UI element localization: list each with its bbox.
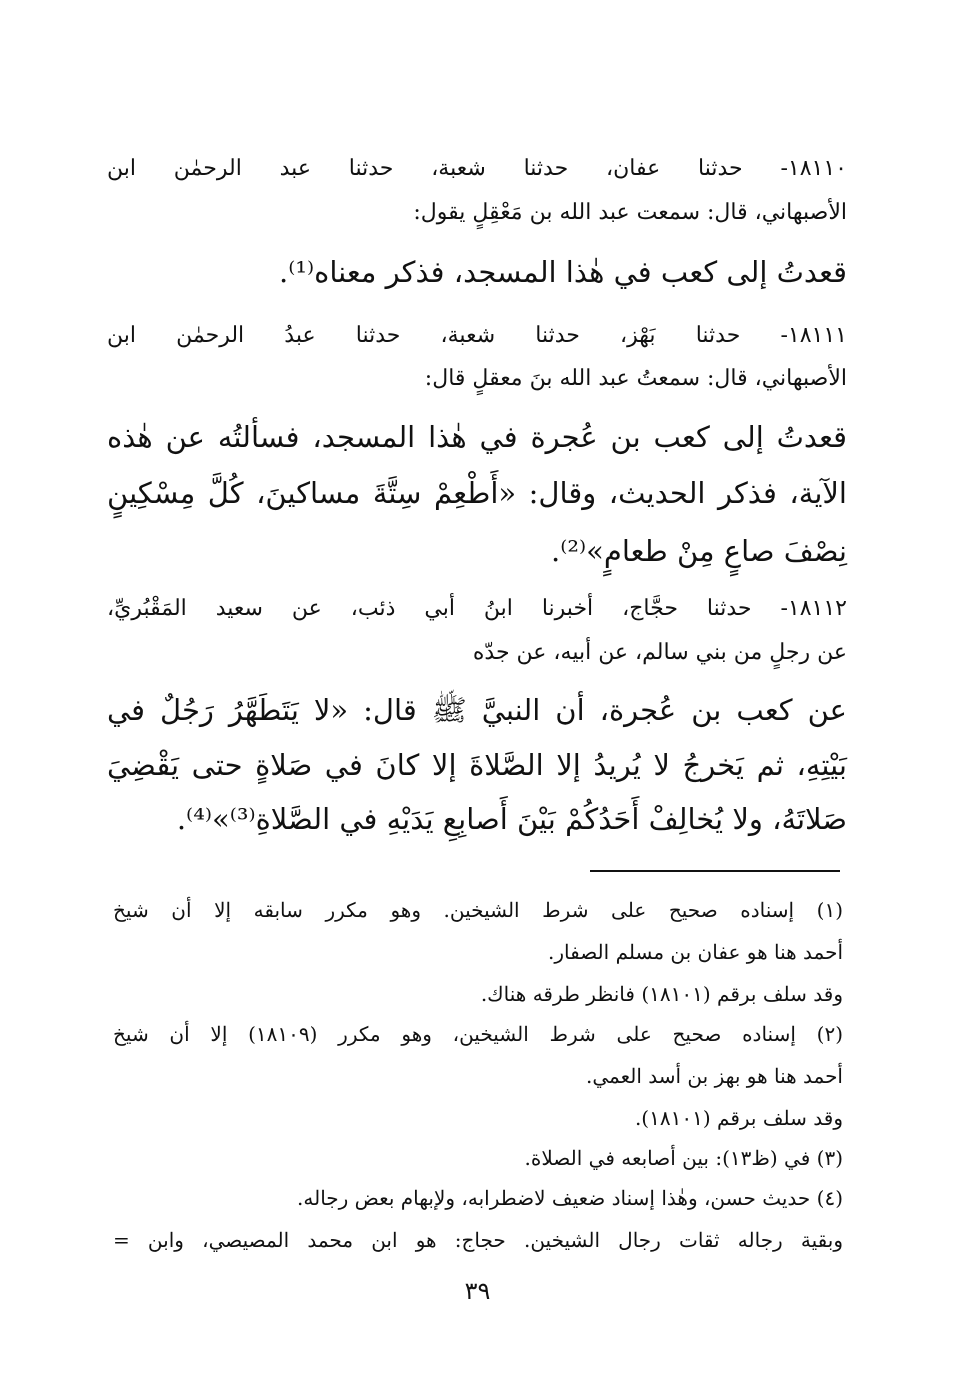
- hadith-18111-text-line-1: قعدتُ إلى كعب بن عُجرة في هٰذا المسجد، فسألتُه عن هٰذه: [107, 420, 847, 454]
- hadith-18110-chain-line-1: ١٨١١٠- حدثنا عفان، حدثنا شعبة، حدثنا عبد الرحمٰن ابن: [107, 156, 847, 181]
- footnote-2-line-1: (٢) إسناده صحيح على شرط الشيخين، وهو مكرر (١٨١٠٩) إلا أن شيخ: [113, 1022, 843, 1046]
- hadith-18112-text-line-2: بَيْتِهِ، ثم يَخرجُ لا يُريدُ إلا الصَّلاةَ إلا كانَ في صَلاةٍ حتى يَقْضِيَ: [107, 748, 847, 782]
- hadith-18111-chain-line-2: الأصبهاني، قال: سمعتُ عبد الله بنَ معقلٍ قال:: [424, 366, 847, 391]
- footnote-separator: [590, 870, 840, 872]
- hadith-18111-text-line-3: نِصْفَ صاعٍ مِنْ طعامٍ»⁽²⁾.: [551, 534, 847, 568]
- footnote-2-line-3: وقد سلف برقم (١٨١٠١).: [634, 1106, 843, 1130]
- hadith-18112-text-line-1: عن كعب بن عُجرة، أن النبيَّ ﷺ قال: «لا يَتَطَهَّرُ رَجُلٌ في: [107, 693, 847, 727]
- footnote-2-line-2: أحمد هنا هو بهز بن أسد العمي.: [586, 1064, 843, 1088]
- hadith-18112-chain-line-1: ١٨١١٢- حدثنا حجَّاج، أخبرنا ابنُ أبي ذئب، عن سعيد المَقْبُريِّ،: [107, 596, 847, 621]
- hadith-18112-text-line-3: صَلاتَهُ، ولا يُخالِفْ أَحَدُكُمْ بَيْنَ أَصابِعِ يَدَيْهِ في الصَّلاةِ⁽³⁾»⁽⁴⁾.: [176, 802, 847, 836]
- footnote-4-line-2: وبقية رجاله ثقات رجال الشيخين. حجاج: هو ابن محمد المصيصي، وابن =: [113, 1228, 843, 1252]
- footnote-1-line-3: وقد سلف برقم (١٨١٠١) فانظر طرقه هناك.: [480, 982, 843, 1006]
- footnote-3: (٣) في (ظ١٣): بين أصابعه في الصلاة.: [524, 1146, 843, 1170]
- hadith-18111-chain-line-1: ١٨١١١- حدثنا بَهْز، حدثنا شعبة، حدثنا عبدُ الرحمٰن ابن: [107, 323, 847, 348]
- footnote-1-line-2: أحمد هنا هو عفان بن مسلم الصفار.: [547, 940, 843, 964]
- hadith-18111-text-line-2: الآية، فذكر الحديث، وقال: «أَطْعِمْ سِتَّةَ مساكينَ، كُلَّ مِسْكِينٍ: [107, 476, 847, 510]
- footnote-4-line-1: (٤) حديث حسن، وهٰذا إسناد ضعيف لاضطرابه، ولإبهام بعض رجاله.: [297, 1186, 843, 1210]
- hadith-18110-chain-line-2: الأصبهاني، قال: سمعت عبد الله بن مَعْقِلٍ يقول:: [413, 200, 847, 225]
- page-number: ٣٩: [464, 1277, 491, 1305]
- hadith-18112-chain-line-2: عن رجلٍ من بني سالم، عن أبيه، عن جدّه: [472, 640, 847, 665]
- hadith-18110-text-line-1: قعدتُ إلى كعب في هٰذا المسجد، فذكر معناه⁽¹⁾.: [279, 255, 847, 289]
- footnote-1-line-1: (١) إسناده صحيح على شرط الشيخين. وهو مكرر سابقه إلا أن شيخ: [113, 898, 843, 922]
